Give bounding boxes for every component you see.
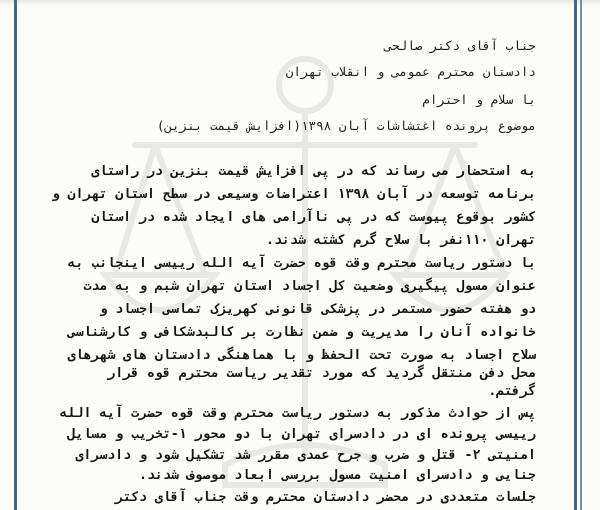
body-line: کشور بوقوع پیوست که در پی ناآرامی های ایجاد شده در استان	[91, 210, 536, 225]
letter-addressee: جناب آقای دکتر صالحی	[384, 38, 536, 53]
body-line: جلسات متعددی در محضر دادستان محترم وقت جناب آقای دکتر	[115, 490, 536, 505]
body-line: امنیتی ۲- قتل و ضرب و جرح عمدی مقرر شد تشکیل شود و دادسرای	[75, 448, 536, 463]
body-line: به استحضار می رساند که در پی افزایش قیمت بنزین در راستای	[91, 164, 536, 179]
body-line: تهران ۱۱۰نفر با سلاح گرم کشته شدند.	[266, 233, 536, 248]
letter-subject: موضوع پرونده اغتشاشات آبان ۱۳۹۸(افزایش قیمت بنزین)	[156, 118, 536, 133]
body-line: جنایی و دادسرای امنیت مسول بررسی ابعاد موصوف شدند.	[139, 468, 536, 483]
scan-edge-shadow	[0, 0, 600, 6]
left-margin-rule	[14, 0, 17, 510]
right-margin-rule	[574, 0, 577, 510]
letter-greeting: با سلام و احترام	[422, 92, 536, 107]
body-line: محل دفن منتقل گردید که مورد تقدیر ریاست محترم قوه قرار	[107, 366, 536, 381]
body-line: گرفتم.	[488, 384, 536, 399]
right-margin-rule-inner	[580, 0, 582, 510]
body-line: دو هفته حضور مستمر در پزشکی قانونی کهریزک تماسی اجساد و	[99, 302, 536, 317]
body-line: سلاح اجساد به صورت تحت الحفظ و با هماهنگی دادستان های شهرهای	[67, 348, 536, 363]
body-line: عنوان مسول پیگیری وضعیت کل اجساد استان تهران شبم و به مدت	[83, 279, 536, 294]
letter-addressee-title: دادستان محترم عمومی و انقلاب تهران	[285, 64, 536, 79]
body-line: با دستور ریاست محترم وقت قوه حضرت آیه الله رییسی اینجانب به	[67, 256, 536, 271]
body-line: پس از حوادث مذکور به دستور ریاست محترم وقت قوه حضرت آیه الله	[59, 406, 536, 421]
body-line: خانواده آنان را مدیریت و ضمن نظارت بر کالبدشکافی و کارشناسی	[67, 325, 536, 340]
body-line: رییسی پرونده ای در دادسرای تهران با دو محور ۱-تخریب و مسایل	[67, 427, 536, 442]
body-line: برنامه توسعه در آبان ۱۳۹۸ اعتراضات وسیعی در سطح استان تهران و	[51, 187, 536, 202]
